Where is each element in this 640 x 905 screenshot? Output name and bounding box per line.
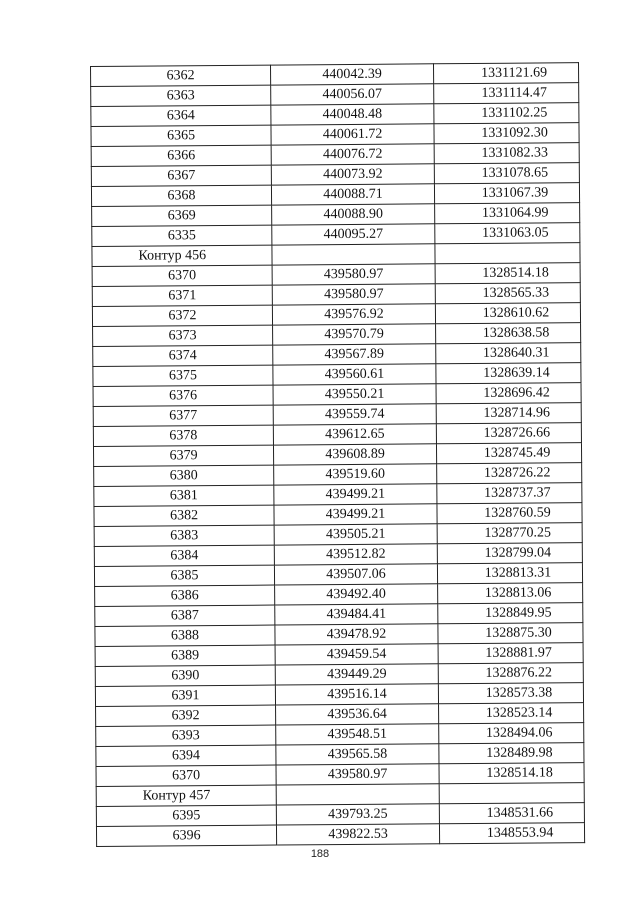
x-coordinate-cell: 439612.65 — [273, 424, 436, 445]
y-coordinate-cell: 1328714.96 — [436, 403, 581, 424]
x-coordinate-cell: 439478.92 — [275, 624, 438, 645]
point-number-cell: 6395 — [96, 805, 276, 826]
y-coordinate-cell: 1328494.06 — [439, 723, 584, 744]
point-number-cell: 6367 — [91, 165, 271, 186]
x-coordinate-cell: 439484.41 — [275, 604, 438, 625]
y-coordinate-cell: 1328639.14 — [436, 363, 581, 384]
point-number-cell: 6390 — [95, 665, 275, 686]
y-coordinate-cell: 1328523.14 — [439, 703, 584, 724]
point-number-cell: 6373 — [93, 325, 273, 346]
empty-cell — [276, 784, 439, 805]
y-coordinate-cell: 1328573.38 — [438, 683, 583, 704]
y-coordinate-cell: 1328813.06 — [438, 583, 583, 604]
y-coordinate-cell: 1328745.49 — [436, 443, 581, 464]
page-number: 188 — [310, 848, 330, 860]
point-number-cell: 6362 — [91, 65, 271, 86]
x-coordinate-cell: 439516.14 — [275, 684, 438, 705]
y-coordinate-cell: 1328696.42 — [436, 383, 581, 404]
x-coordinate-cell: 440088.71 — [271, 184, 434, 205]
x-coordinate-cell: 439570.79 — [273, 324, 436, 345]
empty-cell — [272, 244, 435, 265]
x-coordinate-cell: 439822.53 — [276, 824, 439, 845]
x-coordinate-cell: 439580.97 — [276, 764, 439, 785]
y-coordinate-cell: 1328849.95 — [438, 603, 583, 624]
y-coordinate-cell: 1328737.37 — [437, 483, 582, 504]
y-coordinate-cell: 1328640.31 — [436, 343, 581, 364]
y-coordinate-cell: 1328770.25 — [437, 523, 582, 544]
y-coordinate-cell: 1328799.04 — [437, 543, 582, 564]
y-coordinate-cell: 1328813.31 — [437, 563, 582, 584]
point-number-cell: 6384 — [94, 545, 274, 566]
x-coordinate-cell: 439499.21 — [274, 484, 437, 505]
x-coordinate-cell: 439608.89 — [273, 444, 436, 465]
x-coordinate-cell: 439550.21 — [273, 384, 436, 405]
x-coordinate-cell: 439793.25 — [276, 804, 439, 825]
x-coordinate-cell: 439492.40 — [275, 584, 438, 605]
x-coordinate-cell: 440048.48 — [271, 104, 434, 125]
point-number-cell: 6389 — [95, 645, 275, 666]
point-number-cell: 6394 — [96, 745, 276, 766]
y-coordinate-cell: 1328881.97 — [438, 643, 583, 664]
point-number-cell: 6382 — [94, 505, 274, 526]
point-number-cell: 6396 — [96, 825, 276, 846]
x-coordinate-cell: 439505.21 — [274, 524, 437, 545]
point-number-cell: 6365 — [91, 125, 271, 146]
y-coordinate-cell: 1328726.22 — [437, 463, 582, 484]
point-number-cell: 6381 — [94, 485, 274, 506]
x-coordinate-cell: 439580.97 — [272, 264, 435, 285]
y-coordinate-cell: 1348531.66 — [439, 803, 584, 824]
point-number-cell: 6392 — [96, 705, 276, 726]
point-number-cell: 6370 — [92, 265, 272, 286]
contour-label: Контур 456 — [92, 245, 272, 266]
x-coordinate-cell: 439536.64 — [276, 704, 439, 725]
point-number-cell: 6370 — [96, 765, 276, 786]
x-coordinate-cell: 440042.39 — [270, 64, 433, 85]
x-coordinate-cell: 439499.21 — [274, 504, 437, 525]
x-coordinate-cell: 439567.89 — [273, 344, 436, 365]
x-coordinate-cell: 439565.58 — [276, 744, 439, 765]
y-coordinate-cell: 1331067.39 — [434, 183, 579, 204]
point-number-cell: 6385 — [94, 565, 274, 586]
y-coordinate-cell: 1328876.22 — [438, 663, 583, 684]
point-number-cell: 6375 — [93, 365, 273, 386]
point-number-cell: 6364 — [91, 105, 271, 126]
y-coordinate-cell: 1331078.65 — [434, 163, 579, 184]
y-coordinate-cell: 1328726.66 — [436, 423, 581, 444]
x-coordinate-cell: 439559.74 — [273, 404, 436, 425]
y-coordinate-cell: 1328489.98 — [439, 743, 584, 764]
point-number-cell: 6374 — [93, 345, 273, 366]
y-coordinate-cell: 1348553.94 — [439, 823, 584, 844]
x-coordinate-cell: 440073.92 — [271, 164, 434, 185]
point-number-cell: 6391 — [95, 685, 275, 706]
y-coordinate-cell: 1328760.59 — [437, 503, 582, 524]
point-number-cell: 6387 — [95, 605, 275, 626]
point-number-cell: 6377 — [93, 405, 273, 426]
x-coordinate-cell: 439459.54 — [275, 644, 438, 665]
y-coordinate-cell: 1331063.05 — [435, 223, 580, 244]
point-number-cell: 6379 — [93, 445, 273, 466]
y-coordinate-cell: 1328875.30 — [438, 623, 583, 644]
point-number-cell: 6383 — [94, 525, 274, 546]
point-number-cell: 6369 — [92, 205, 272, 226]
point-number-cell: 6366 — [91, 145, 271, 166]
x-coordinate-cell: 440061.72 — [271, 124, 434, 145]
table-row — [96, 823, 584, 847]
y-coordinate-cell: 1331092.30 — [434, 123, 579, 144]
x-coordinate-cell: 439507.06 — [274, 564, 437, 585]
x-coordinate-cell: 439512.82 — [274, 544, 437, 565]
y-coordinate-cell: 1328610.62 — [435, 303, 580, 324]
x-coordinate-cell: 439548.51 — [276, 724, 439, 745]
point-number-cell: 6371 — [92, 285, 272, 306]
empty-cell — [435, 243, 580, 264]
point-number-cell: 6335 — [92, 225, 272, 246]
y-coordinate-cell: 1328514.18 — [435, 263, 580, 284]
coordinates-table — [90, 62, 585, 847]
x-coordinate-cell: 440088.90 — [272, 204, 435, 225]
x-coordinate-cell: 439449.29 — [275, 664, 438, 685]
y-coordinate-cell: 1328514.18 — [439, 763, 584, 784]
x-coordinate-cell: 440095.27 — [272, 224, 435, 245]
contour-label: Контур 457 — [96, 785, 276, 806]
point-number-cell: 6372 — [92, 305, 272, 326]
y-coordinate-cell: 1328638.58 — [436, 323, 581, 344]
x-coordinate-cell: 440056.07 — [271, 84, 434, 105]
x-coordinate-cell: 439580.97 — [272, 284, 435, 305]
x-coordinate-cell: 440076.72 — [271, 144, 434, 165]
point-number-cell: 6363 — [91, 85, 271, 106]
x-coordinate-cell: 439576.92 — [272, 304, 435, 325]
point-number-cell: 6393 — [96, 725, 276, 746]
coordinates-table-body — [91, 63, 585, 847]
y-coordinate-cell: 1331102.25 — [434, 103, 579, 124]
y-coordinate-cell: 1331082.33 — [434, 143, 579, 164]
point-number-cell: 6368 — [91, 185, 271, 206]
point-number-cell: 6388 — [95, 625, 275, 646]
y-coordinate-cell: 1331064.99 — [435, 203, 580, 224]
x-coordinate-cell: 439560.61 — [273, 364, 436, 385]
point-number-cell: 6386 — [95, 585, 275, 606]
y-coordinate-cell: 1331114.47 — [434, 83, 579, 104]
x-coordinate-cell: 439519.60 — [274, 464, 437, 485]
point-number-cell: 6380 — [94, 465, 274, 486]
y-coordinate-cell: 1331121.69 — [433, 63, 578, 84]
point-number-cell: 6378 — [93, 425, 273, 446]
y-coordinate-cell: 1328565.33 — [435, 283, 580, 304]
point-number-cell: 6376 — [93, 385, 273, 406]
empty-cell — [439, 783, 584, 804]
